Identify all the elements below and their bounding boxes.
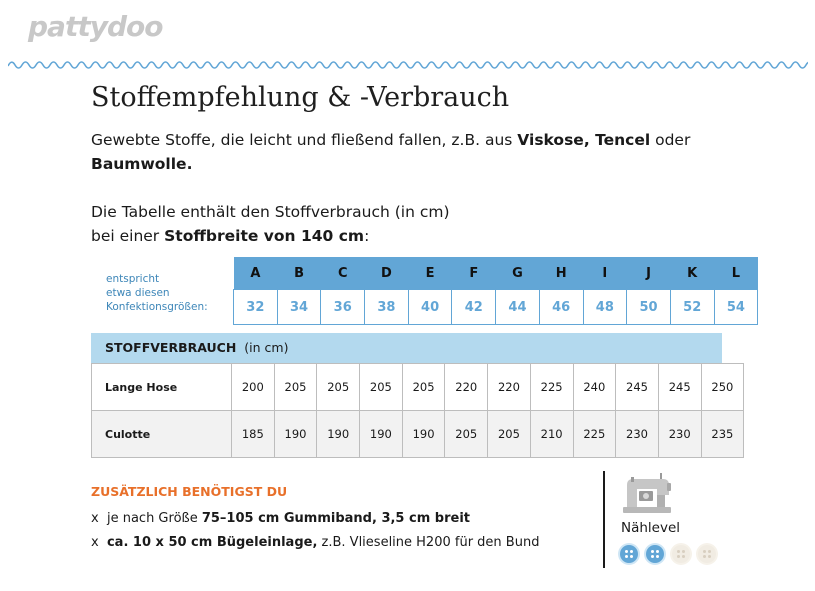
intro-text (91, 128, 751, 176)
consumption-value: 205 (360, 364, 403, 411)
item-bold: ca. 10 x 50 cm Bügeleinlage, (106, 535, 318, 550)
intro-bold: Baumwolle. (91, 155, 193, 173)
additional-item (91, 511, 470, 526)
consumption-value: 245 (658, 364, 701, 411)
table-note-line: Die Tabelle enthält den Stoffverbrauch (in cm) (91, 203, 450, 221)
consumption-header (91, 333, 722, 363)
consumption-value: 240 (573, 364, 616, 411)
size-label-line: Konfektionsgrößen: (106, 301, 208, 313)
consumption-value: 190 (317, 411, 360, 458)
sewing-button-icon (698, 545, 716, 563)
consumption-value: 235 (701, 411, 744, 458)
consumption-value: 230 (658, 411, 701, 458)
consumption-value: 190 (360, 411, 403, 458)
bullet: x (91, 535, 99, 550)
consumption-value: 245 (616, 364, 659, 411)
size-letter: F (452, 257, 496, 290)
size-letter: I (583, 257, 627, 290)
consumption-value: 190 (274, 411, 317, 458)
additional-item (91, 535, 539, 550)
consumption-value: 185 (232, 411, 275, 458)
consumption-value: 230 (616, 411, 659, 458)
page-title: Stoffempfehlung & -Verbrauch (91, 82, 510, 113)
table-note (91, 200, 751, 248)
consumption-value: 210 (530, 411, 573, 458)
size-number: 36 (321, 290, 365, 325)
intro-text-part: Gewebte Stoffe, die leicht und fließend fallen, z.B. aus (91, 131, 518, 149)
size-number: 54 (714, 290, 758, 325)
additional-heading: ZUSÄTZLICH BENÖTIGST DU (91, 484, 288, 499)
size-letter: G (496, 257, 540, 290)
size-letter: J (627, 257, 671, 290)
size-letter: A (234, 257, 278, 290)
size-number: 32 (234, 290, 278, 325)
intro-text-part: oder (650, 131, 691, 149)
size-number: 38 (365, 290, 409, 325)
consumption-value: 250 (701, 364, 744, 411)
item-text: je nach Größe (106, 511, 202, 526)
row-label: Lange Hose (92, 364, 232, 411)
item-bold: 75–105 cm Gummiband, 3,5 cm breit (201, 511, 470, 526)
consumption-value: 205 (445, 411, 488, 458)
sewing-button-icon (620, 545, 638, 563)
item-text: z.B. Vlieseline H200 für den Bund (317, 535, 540, 550)
consumption-unit: (in cm) (244, 340, 289, 355)
size-number-row (234, 290, 758, 325)
table-note-part: : (364, 227, 370, 245)
table-note-part: bei einer (91, 227, 165, 245)
section-divider (603, 471, 605, 568)
intro-bold: Viskose, Tencel (517, 131, 651, 149)
row-label: Culotte (92, 411, 232, 458)
size-number: 52 (670, 290, 714, 325)
sewing-machine-icon (621, 471, 673, 515)
consumption-value: 220 (488, 364, 531, 411)
consumption-title: STOFFVERBRAUCH (105, 340, 237, 355)
consumption-value: 190 (402, 411, 445, 458)
size-label-line: entspricht (106, 273, 160, 285)
consumption-value: 225 (530, 364, 573, 411)
size-label-line: etwa diesen (106, 287, 170, 299)
consumption-value: 220 (445, 364, 488, 411)
table-row (92, 411, 744, 458)
table-row (92, 364, 744, 411)
size-number: 40 (408, 290, 452, 325)
size-letter: E (408, 257, 452, 290)
sewing-button-icon (672, 545, 690, 563)
size-letter: L (714, 257, 758, 290)
sewing-level-indicator (620, 545, 716, 563)
size-letter: H (539, 257, 583, 290)
size-letter: D (365, 257, 409, 290)
size-equivalence-label (106, 272, 208, 314)
fabric-width: Stoffbreite von 140 cm (164, 227, 365, 245)
consumption-value: 205 (402, 364, 445, 411)
sewing-level-label: Nählevel (621, 520, 681, 536)
size-number: 46 (539, 290, 583, 325)
size-number: 50 (627, 290, 671, 325)
size-number: 42 (452, 290, 496, 325)
consumption-value: 225 (573, 411, 616, 458)
wave-divider (8, 58, 808, 72)
size-number: 44 (496, 290, 540, 325)
size-number: 34 (277, 290, 321, 325)
size-letter: K (670, 257, 714, 290)
sewing-button-icon (646, 545, 664, 563)
brand-logo: pattydoo (28, 10, 163, 43)
consumption-value: 205 (317, 364, 360, 411)
consumption-table (91, 363, 744, 458)
consumption-value: 205 (488, 411, 531, 458)
size-letter: C (321, 257, 365, 290)
size-table (233, 257, 758, 325)
consumption-value: 205 (274, 364, 317, 411)
consumption-value: 200 (232, 364, 275, 411)
size-letter-row (234, 257, 758, 290)
bullet: x (91, 511, 99, 526)
size-letter: B (277, 257, 321, 290)
size-number: 48 (583, 290, 627, 325)
